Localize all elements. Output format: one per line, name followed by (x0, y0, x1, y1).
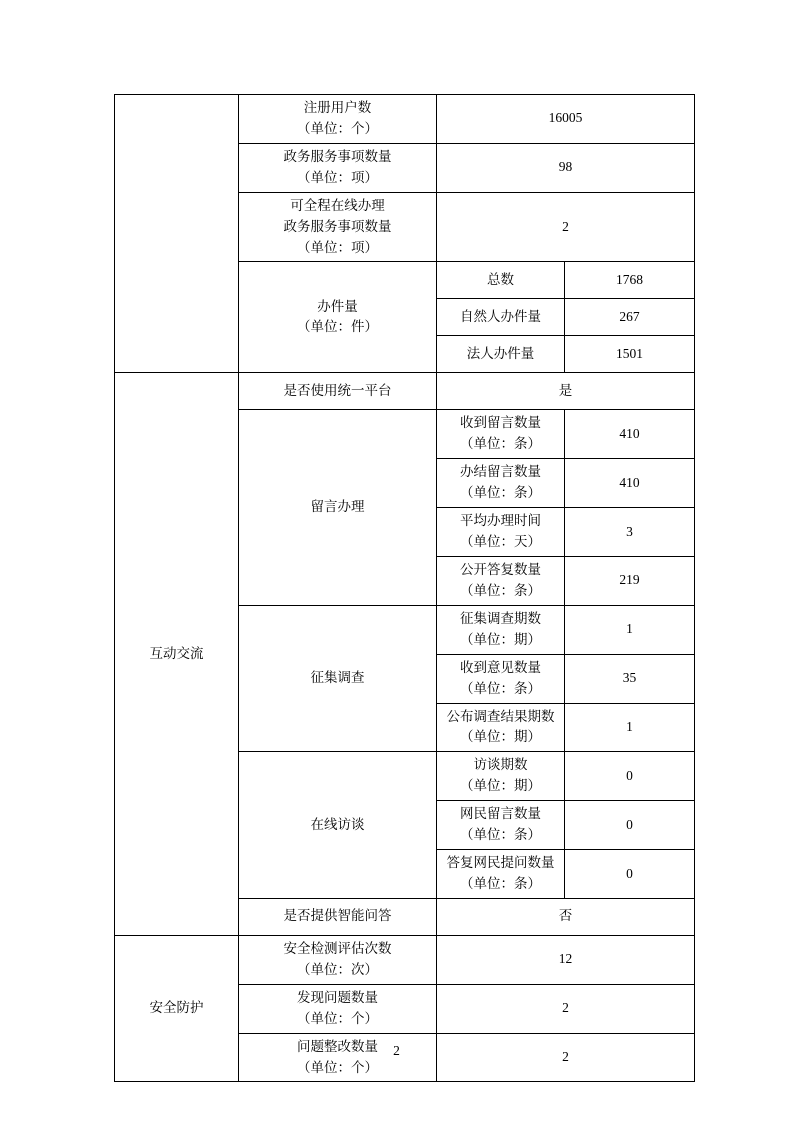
metric-value-service-items: 98 (437, 143, 695, 192)
metric-value-issues-found: 2 (437, 984, 695, 1033)
metric-value-smart-qa: 否 (437, 898, 695, 935)
metric-value-online-service-items: 2 (437, 192, 695, 262)
government-website-annual-report-table (114, 94, 695, 1082)
metric-value-case-total: 1768 (565, 262, 695, 299)
metric-label-online-interview: 在线访谈 (239, 752, 437, 899)
metric-sublabel-netizen-questions-answered: 答复网民提问数量 （单位：条） (437, 850, 565, 899)
metric-sublabel-published-results: 公布调查结果期数 （单位：期） (437, 703, 565, 752)
metric-sublabel-case-total: 总数 (437, 262, 565, 299)
metric-value-netizen-messages: 0 (565, 801, 695, 850)
metric-value-published-results: 1 (565, 703, 695, 752)
metric-sublabel-opinions-received: 收到意见数量 （单位：条） (437, 654, 565, 703)
table-row (115, 95, 695, 144)
section-cell-security: 安全防护 (115, 935, 239, 1082)
section-cell-blank (115, 95, 239, 373)
metric-value-unified-platform: 是 (437, 373, 695, 410)
metric-value-issues-rectified: 2 (437, 1033, 695, 1082)
metric-sublabel-public-replies: 公开答复数量 （单位：条） (437, 556, 565, 605)
metric-label-registered-users: 注册用户数 （单位：个） (239, 95, 437, 144)
metric-label-message-handling: 留言办理 (239, 410, 437, 605)
metric-value-average-handling-time: 3 (565, 508, 695, 557)
metric-value-interview-sessions: 0 (565, 752, 695, 801)
metric-value-opinions-received: 35 (565, 654, 695, 703)
table-row (115, 935, 695, 984)
metric-sublabel-messages-received: 收到留言数量 （单位：条） (437, 410, 565, 459)
metric-value-case-legal-person: 1501 (565, 336, 695, 373)
metric-value-netizen-questions-answered: 0 (565, 850, 695, 899)
metric-sublabel-interview-sessions: 访谈期数 （单位：期） (437, 752, 565, 801)
metric-label-issues-rectified: 问题整改数量 （单位：个） (239, 1033, 437, 1082)
metric-sublabel-survey-sessions: 征集调查期数 （单位：期） (437, 605, 565, 654)
metric-sublabel-average-handling-time: 平均办理时间 （单位：天） (437, 508, 565, 557)
metric-value-case-natural-person: 267 (565, 299, 695, 336)
metric-label-online-service-items: 可全程在线办理 政务服务事项数量 （单位：项） (239, 192, 437, 262)
section-cell-interaction: 互动交流 (115, 373, 239, 935)
metric-value-messages-completed: 410 (565, 459, 695, 508)
metric-label-service-items: 政务服务事项数量 （单位：项） (239, 143, 437, 192)
metric-label-survey: 征集调查 (239, 605, 437, 752)
metric-value-security-assessments: 12 (437, 935, 695, 984)
metric-sublabel-case-natural-person: 自然人办件量 (437, 299, 565, 336)
metric-value-registered-users: 16005 (437, 95, 695, 144)
report-table-container (114, 94, 694, 1082)
page-number: 2 (393, 1043, 400, 1058)
metric-value-survey-sessions: 1 (565, 605, 695, 654)
metric-label-case-volume: 办件量 （单位：件） (239, 262, 437, 373)
metric-label-issues-found: 发现问题数量 （单位：个） (239, 984, 437, 1033)
metric-sublabel-netizen-messages: 网民留言数量 （单位：条） (437, 801, 565, 850)
metric-value-public-replies: 219 (565, 556, 695, 605)
metric-label-unified-platform: 是否使用统一平台 (239, 373, 437, 410)
metric-label-security-assessments: 安全检测评估次数 （单位：次） (239, 935, 437, 984)
metric-value-messages-received: 410 (565, 410, 695, 459)
metric-label-smart-qa: 是否提供智能问答 (239, 898, 437, 935)
metric-sublabel-case-legal-person: 法人办件量 (437, 336, 565, 373)
table-row (115, 373, 695, 410)
metric-sublabel-messages-completed: 办结留言数量 （单位：条） (437, 459, 565, 508)
